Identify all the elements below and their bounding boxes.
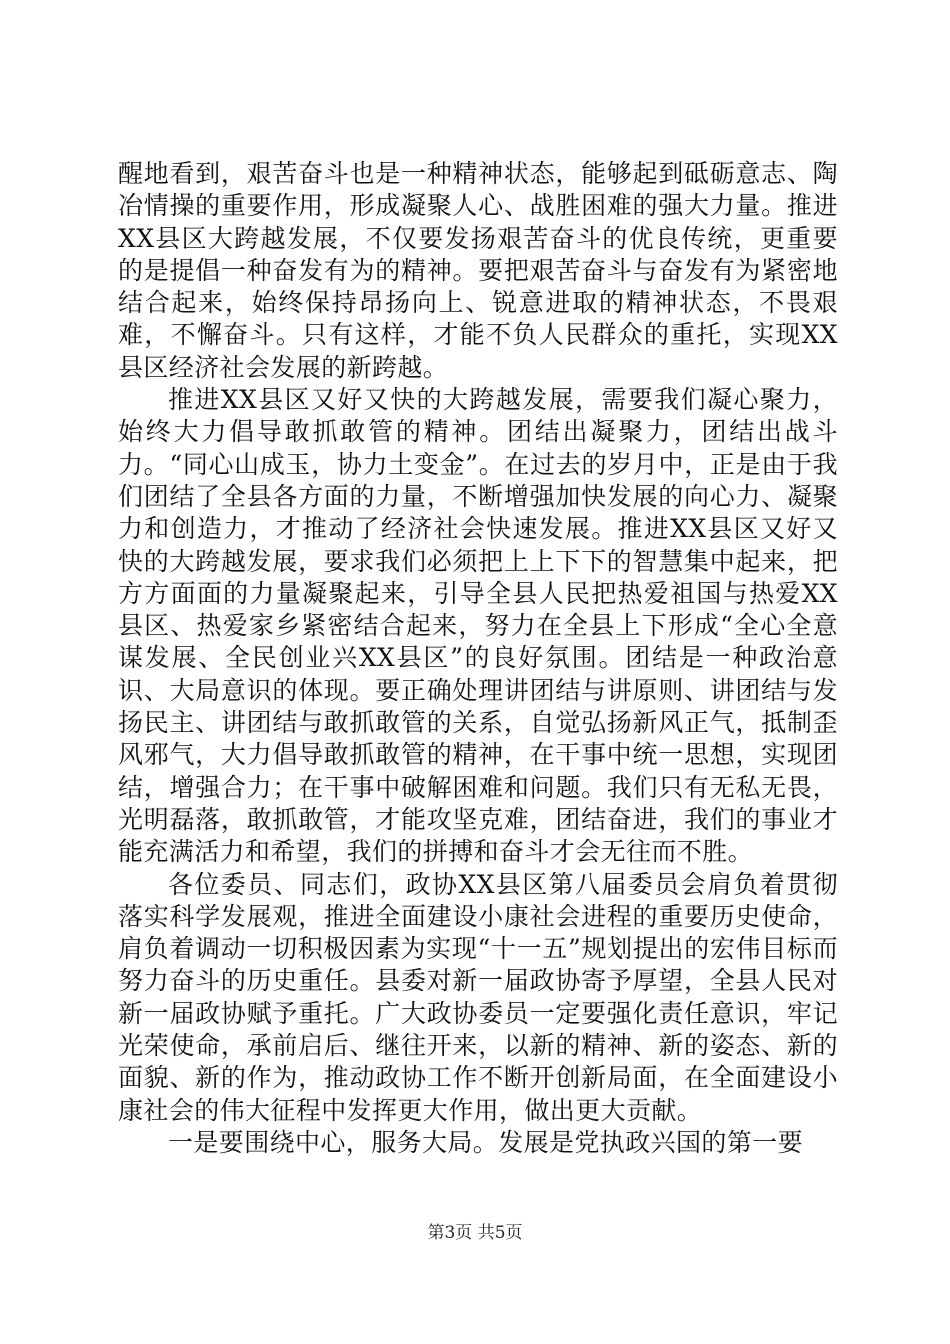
paragraph-1: 醒地看到，艰苦奋斗也是一种精神状态，能够起到砥砺意志、陶冶情操的重要作用，形成凝聚人心、战胜困难的强大力量。推进XX县区大跨越发展，不仅要发扬艰苦奋斗的优良传统，更重要的是提倡一种奋发有为的精神。要把艰苦奋斗与奋发有为紧密地结合起来，始终保持昂扬向上、锐意进取的精神状态，不畏艰难，不懈奋斗。只有这样，才能不负人民群众的重托，实现XX县区经济社会发展的新跨越。 xyxy=(118,159,838,382)
paragraph-2: 推进XX县区又好又快的大跨越发展，需要我们凝心聚力，始终大力倡导敢抓敢管的精神。团结出凝聚力，团结出战斗力。“同心山成玉，协力土变金”。在过去的岁月中，正是由于我们团结了全县各方面的力量，不断增强加快发展的向心力、凝聚力和创造力，才推动了经济社会快速发展。推进XX县区又好又快的大跨越发展，要求我们必须把上上下下的智慧集中起来，把方方面面的力量凝聚起来，引导全县人民把热爱祖国与热爱XX县区、热爱家乡紧密结合起来，努力在全县上下形成“全心全意谋发展、全民创业兴XX县区”的良好氛围。团结是一种政治意识、大局意识的体现。要正确处理讲团结与讲原则、讲团结与发扬民主、讲团结与敢抓敢管的关系，自觉弘扬新风正气，抵制歪风邪气，大力倡导敢抓敢管的精神，在干事中统一思想，实现团结，增强合力；在干事中破解困难和问题。我们只有无私无畏，光明磊落，敢抓敢管，才能攻坚克难，团结奋进，我们的事业才能充满活力和希望，我们的拼搏和奋斗才会无往而不胜。 xyxy=(118,385,838,867)
page-number-footer: 第3页 共5页 xyxy=(427,1223,523,1243)
paragraph-4: 一是要围绕中心，服务大局。发展是党执政兴国的第一要 xyxy=(168,1127,804,1157)
paragraph-3: 各位委员、同志们，政协XX县区第八届委员会肩负着贯彻落实科学发展观，推进全面建设小康社会进程的重要历史使命，肩负着调动一切积极因素为实现“十一五”规划提出的宏伟目标而努力奋斗的历史重任。县委对新一届政协寄予厚望，全县人民对新一届政协赋予重托。广大政协委员一定要强化责任意识，牢记光荣使命，承前启后、继往开来，以新的精神、新的姿态、新的面貌、新的作为，推动政协工作不断开创新局面，在全面建设小康社会的伟大征程中发挥更大作用，做出更大贡献。 xyxy=(118,869,838,1125)
document-body xyxy=(118,158,838,1159)
